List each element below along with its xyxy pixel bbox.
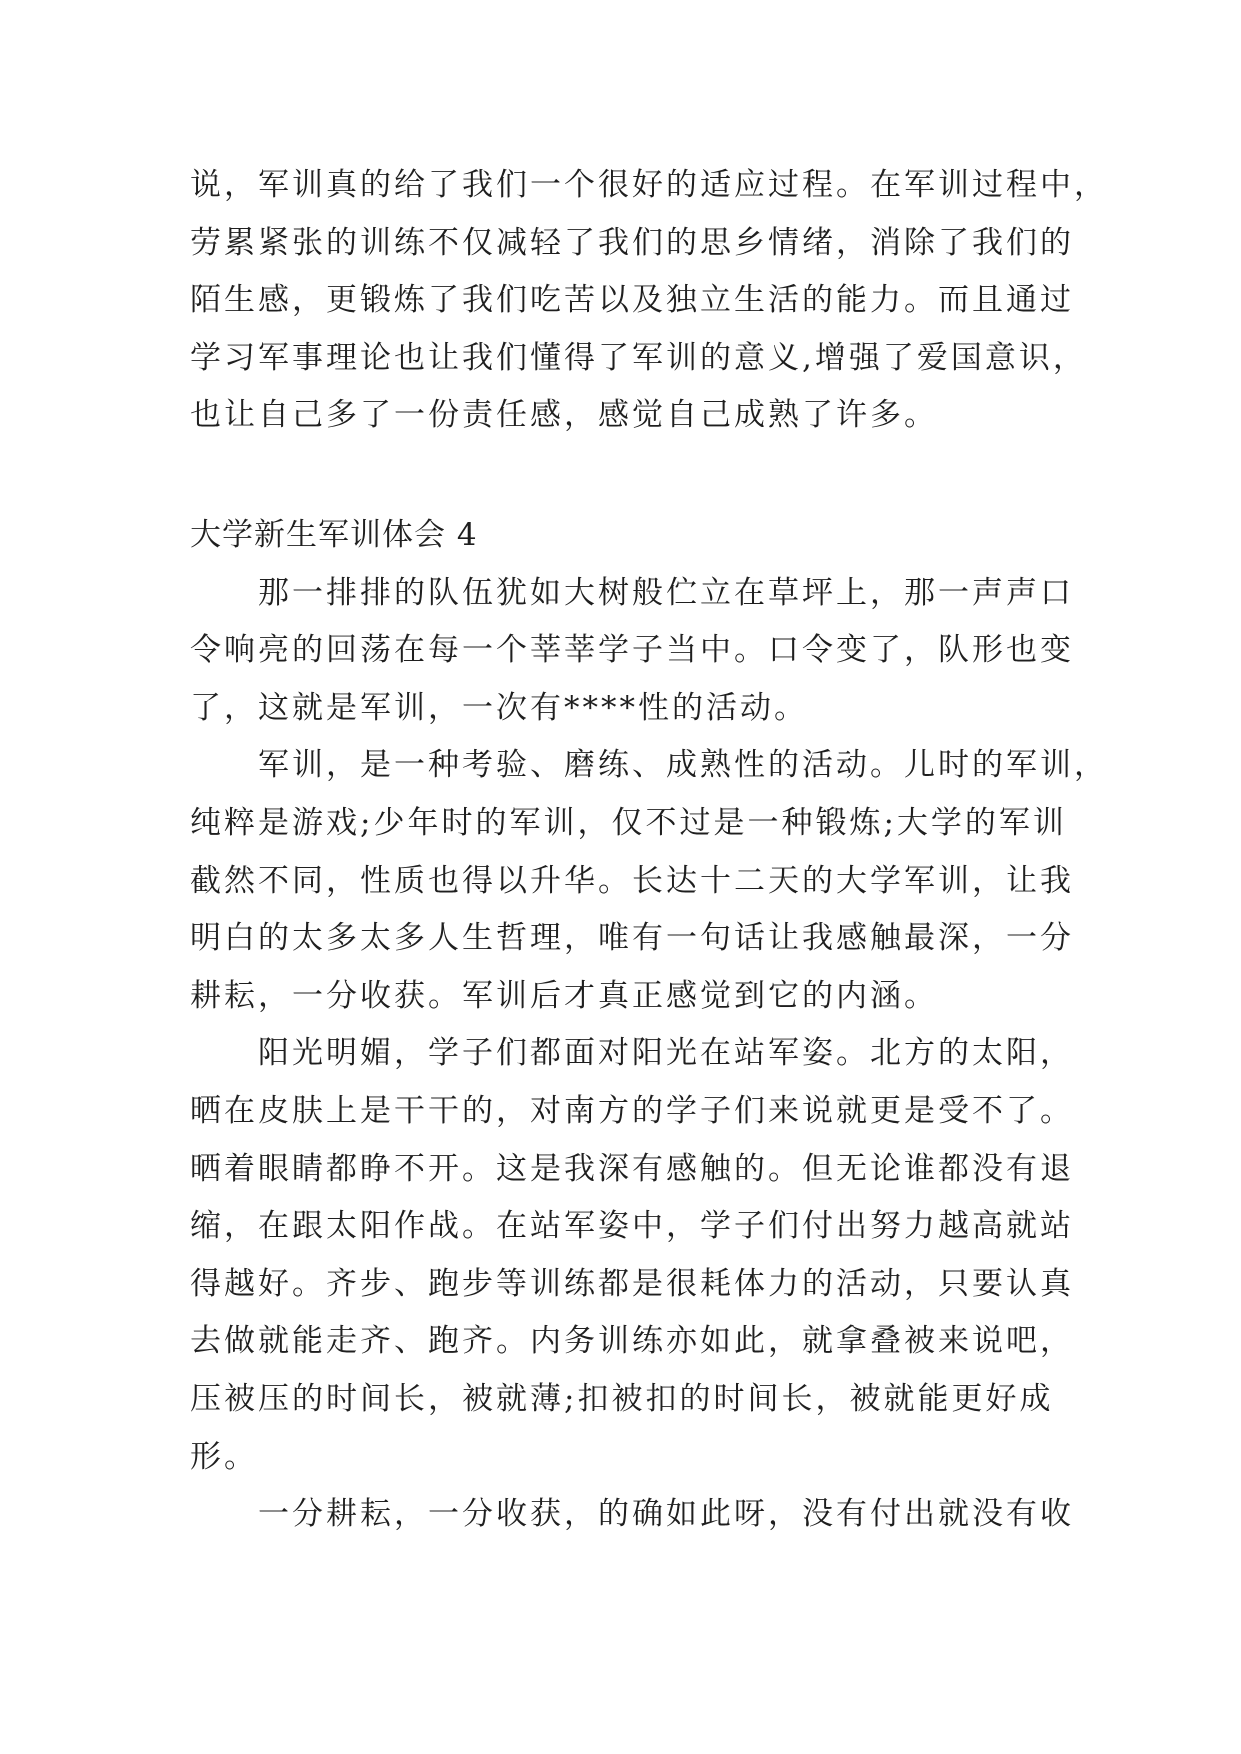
text-line: 晒在皮肤上是干干的，对南方的学子们来说就更是受不了。 [190, 1092, 1074, 1129]
text-line: 学习军事理论也让我们懂得了军训的意义,增强了爱国意识， [190, 339, 1087, 376]
text-line: 那一排排的队伍犹如大树般伫立在草坪上，那一声声口 [258, 574, 1074, 611]
text-line: 去做就能走齐、跑齐。内务训练亦如此，就拿叠被来说吧， [190, 1323, 1074, 1360]
paragraph-3 [190, 1025, 1090, 1486]
paragraph-4 [190, 1486, 1090, 1544]
text-line: 纯粹是游戏;少年时的军训，仅不过是一种锻炼;大学的军训 [190, 804, 1067, 841]
text-line: 形。 [190, 1438, 258, 1475]
paragraph-1 [190, 565, 1090, 738]
intro-paragraph [190, 157, 1108, 445]
text-line: 说，军训真的给了我们一个很好的适应过程。在军训过程中， [190, 167, 1108, 203]
text-line: 军训，是一种考验、磨练、成熟性的活动。儿时的军训， [258, 747, 1108, 784]
text-line: 缩，在跟太阳作战。在站军姿中，学子们付出努力越高就站 [190, 1208, 1074, 1245]
text-line: 压被压的时间长，被就薄;扣被扣的时间长，被就能更好成 [190, 1380, 1054, 1417]
text-line: 阳光明媚，学子们都面对阳光在站军姿。北方的太阳， [258, 1035, 1074, 1072]
text-line: 耕耘，一分收获。军训后才真正感觉到它的内涵。 [190, 977, 938, 1014]
section-body [190, 507, 1108, 1544]
text-line: 得越好。齐步、跑步等训练都是很耗体力的活动，只要认真 [190, 1265, 1074, 1302]
text-line: 令响亮的回荡在每一个莘莘学子当中。口令变了，队形也变 [190, 632, 1074, 669]
text-line: 了，这就是军训，一次有****性的活动。 [190, 689, 808, 726]
paragraph-2 [190, 737, 1108, 1025]
text-line: 截然不同，性质也得以升华。长达十二天的大学军训，让我 [190, 862, 1074, 899]
text-line: 陌生感，更锻炼了我们吃苦以及独立生活的能力。而且通过 [190, 282, 1074, 319]
text-line: 一分耕耘，一分收获，的确如此呀，没有付出就没有收 [258, 1496, 1074, 1533]
text-line: 晒着眼睛都睁不开。这是我深有感触的。但无论谁都没有退 [190, 1150, 1074, 1187]
text-line: 劳累紧张的训练不仅减轻了我们的思乡情绪，消除了我们的 [190, 224, 1074, 261]
text-line: 明白的太多太多人生哲理，唯有一句话让我感触最深，一分 [190, 920, 1074, 957]
text-line: 也让自己多了一份责任感，感觉自己成熟了许多。 [190, 397, 938, 434]
section-title: 大学新生军训体会 4 [190, 517, 478, 553]
